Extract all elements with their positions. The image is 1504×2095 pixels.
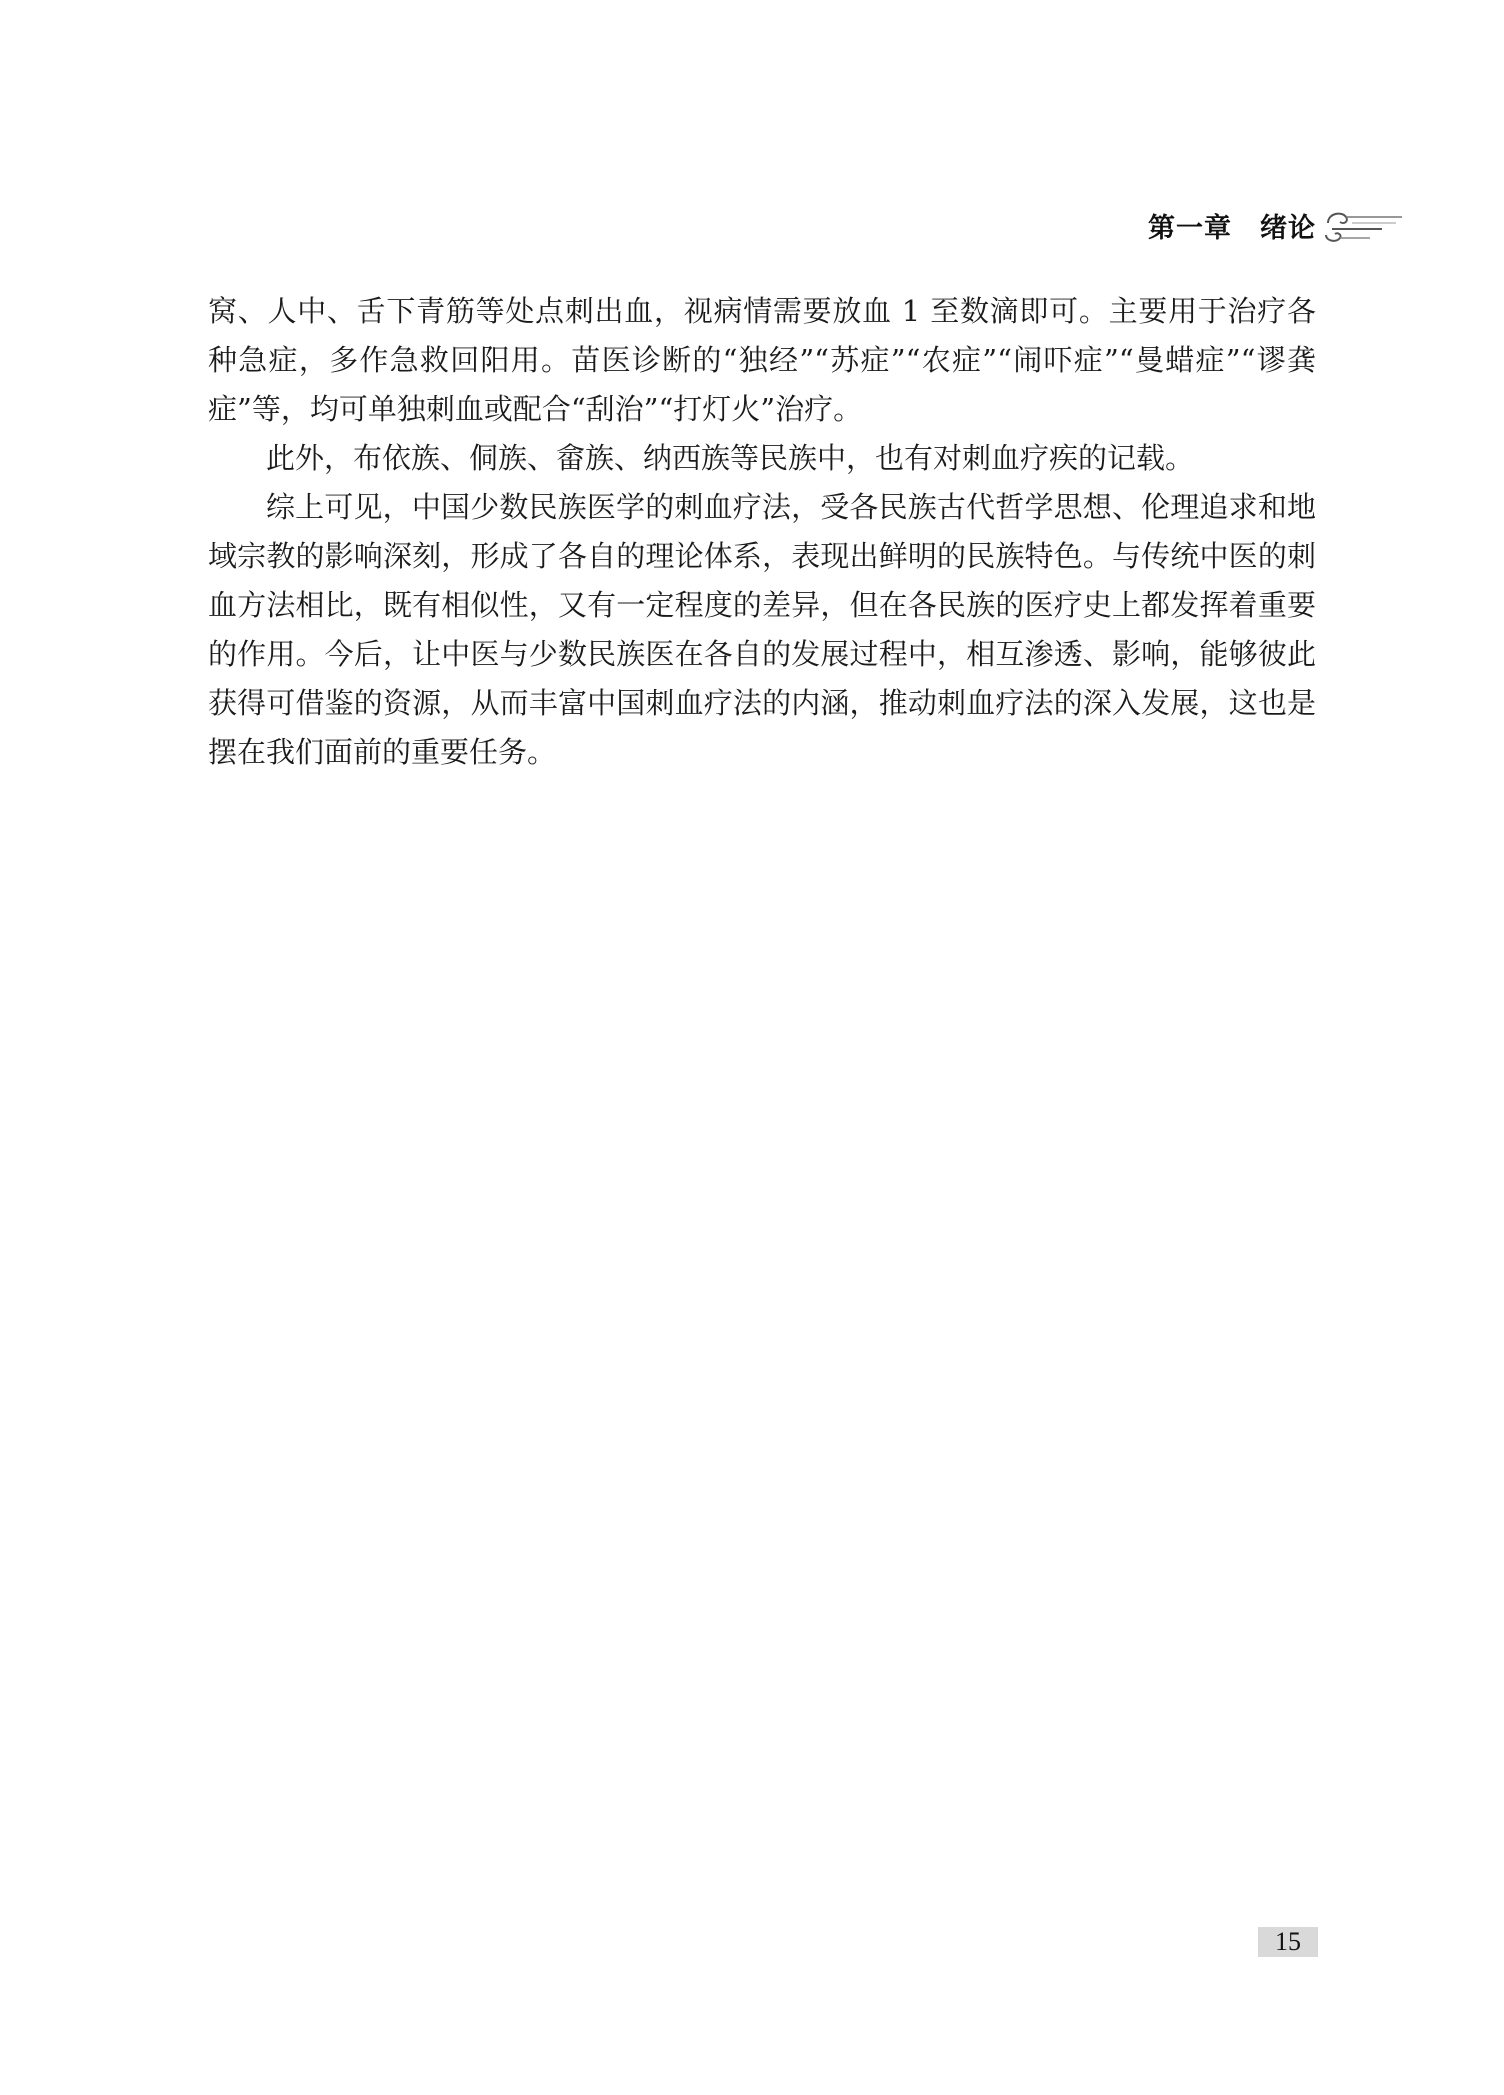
paragraph-other-ethnic-groups: 此外，布依族、侗族、畲族、纳西族等民族中，也有对刺血疗疾的记载。	[266, 441, 1195, 475]
paragraph-continued: 窝、人中、舌下青筋等处点刺出血，视病情需要放血 1 至数滴即可。主要用于治疗各种急症，多作急救回阳用。苗医诊断的“独经”“苏症”“农症”“闹吓症”“曼蜡症”“谬龚症”等，均可单独刺血或配合“刮治”“打灯火”治疗。	[208, 294, 1316, 426]
chapter-title: 第一章 绪论	[1148, 212, 1316, 244]
cloud-scroll-ornament-icon	[1322, 205, 1404, 245]
body-text	[208, 287, 1316, 777]
page-number: 15	[1258, 1927, 1318, 1957]
running-header	[1148, 205, 1404, 245]
paragraph-summary: 综上可见，中国少数民族医学的刺血疗法，受各民族古代哲学思想、伦理追求和地域宗教的影响深刻，形成了各自的理论体系，表现出鲜明的民族特色。与传统中医的刺血方法相比，既有相似性，又有一定程度的差异，但在各民族的医疗史上都发挥着重要的作用。今后，让中医与少数民族医在各自的发展过程中，相互渗透、影响，能够彼此获得可借鉴的资源，从而丰富中国刺血疗法的内涵，推动刺血疗法的深入发展，这也是摆在我们面前的重要任务。	[208, 490, 1316, 769]
